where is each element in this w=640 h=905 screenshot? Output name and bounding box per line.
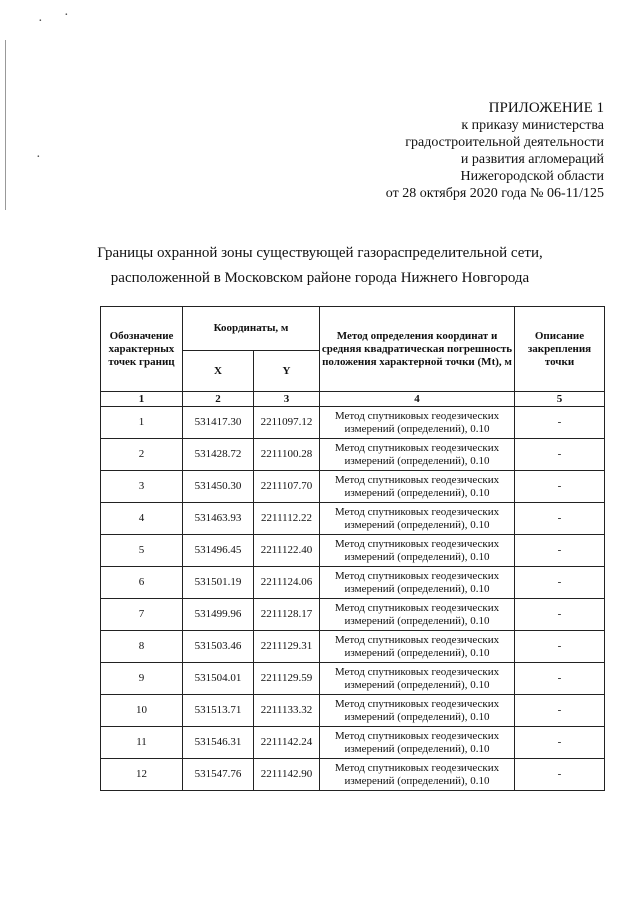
point-number-cell: 1 bbox=[101, 407, 183, 439]
scan-speck: · bbox=[64, 8, 69, 23]
description-cell: - bbox=[515, 503, 605, 535]
method-line-1: Метод спутниковых геодезических bbox=[334, 697, 500, 710]
point-number-cell: 5 bbox=[101, 535, 183, 567]
point-number-cell: 10 bbox=[101, 695, 183, 727]
column-number: 4 bbox=[320, 392, 515, 407]
description-cell: - bbox=[515, 471, 605, 503]
description-cell: - bbox=[515, 759, 605, 791]
method-line-2: измерений (определений), 0.10 bbox=[344, 550, 490, 563]
method-cell bbox=[320, 407, 515, 439]
method-line-1: Метод спутниковых геодезических bbox=[334, 409, 500, 422]
appendix-line: к приказу министерства bbox=[461, 118, 604, 133]
y-coordinate-cell: 2211112.22 bbox=[254, 503, 320, 535]
coordinates-table bbox=[100, 306, 605, 791]
table-row bbox=[101, 727, 605, 759]
appendix-line: Нижегородской области bbox=[460, 169, 604, 184]
point-number-cell: 4 bbox=[101, 503, 183, 535]
y-coordinate-cell: 2211129.59 bbox=[254, 663, 320, 695]
header-y: Y bbox=[254, 351, 320, 392]
appendix-line: градостроительной деятельности bbox=[405, 135, 604, 150]
method-cell bbox=[320, 599, 515, 631]
method-line-1: Метод спутниковых геодезических bbox=[334, 665, 500, 678]
point-number-cell: 11 bbox=[101, 727, 183, 759]
y-coordinate-cell: 2211122.40 bbox=[254, 535, 320, 567]
y-coordinate-cell: 2211129.31 bbox=[254, 631, 320, 663]
column-number: 5 bbox=[515, 392, 605, 407]
y-coordinate-cell: 2211133.32 bbox=[254, 695, 320, 727]
y-coordinate-cell: 2211100.28 bbox=[254, 439, 320, 471]
y-coordinate-cell: 2211097.12 bbox=[254, 407, 320, 439]
y-coordinate-cell: 2211124.06 bbox=[254, 567, 320, 599]
method-line-1: Метод спутниковых геодезических bbox=[334, 537, 500, 550]
method-line-1: Метод спутниковых геодезических bbox=[334, 601, 500, 614]
x-coordinate-cell: 531504.01 bbox=[183, 663, 254, 695]
method-cell bbox=[320, 535, 515, 567]
table-row bbox=[101, 759, 605, 791]
description-cell: - bbox=[515, 631, 605, 663]
method-line-2: измерений (определений), 0.10 bbox=[344, 422, 490, 435]
description-cell: - bbox=[515, 535, 605, 567]
method-cell bbox=[320, 439, 515, 471]
method-cell bbox=[320, 503, 515, 535]
x-coordinate-cell: 531499.96 bbox=[183, 599, 254, 631]
table-row bbox=[101, 695, 605, 727]
method-line-2: измерений (определений), 0.10 bbox=[344, 614, 490, 627]
x-coordinate-cell: 531450.30 bbox=[183, 471, 254, 503]
method-line-2: измерений (определений), 0.10 bbox=[344, 742, 490, 755]
method-cell bbox=[320, 727, 515, 759]
x-coordinate-cell: 531428.72 bbox=[183, 439, 254, 471]
column-number: 2 bbox=[183, 392, 254, 407]
scan-speck: · bbox=[36, 150, 41, 165]
x-coordinate-cell: 531503.46 bbox=[183, 631, 254, 663]
point-number-cell: 12 bbox=[101, 759, 183, 791]
method-line-1: Метод спутниковых геодезических bbox=[334, 441, 500, 454]
method-line-2: измерений (определений), 0.10 bbox=[344, 582, 490, 595]
table-row bbox=[101, 631, 605, 663]
x-coordinate-cell: 531513.71 bbox=[183, 695, 254, 727]
x-coordinate-cell: 531547.76 bbox=[183, 759, 254, 791]
method-line-1: Метод спутниковых геодезических bbox=[334, 569, 500, 582]
header-x: X bbox=[183, 351, 254, 392]
document-title-line-2: расположенной в Московском районе города Нижнего Новгорода bbox=[110, 270, 530, 286]
method-line-1: Метод спутниковых геодезических bbox=[334, 761, 500, 774]
description-cell: - bbox=[515, 567, 605, 599]
scan-speck: · bbox=[38, 14, 43, 29]
method-line-2: измерений (определений), 0.10 bbox=[344, 774, 490, 787]
method-line-1: Метод спутниковых геодезических bbox=[334, 473, 500, 486]
header-description: Описание закрепления точки bbox=[515, 307, 605, 392]
table-row bbox=[101, 471, 605, 503]
method-line-2: измерений (определений), 0.10 bbox=[344, 454, 490, 467]
method-line-2: измерений (определений), 0.10 bbox=[344, 486, 490, 499]
y-coordinate-cell: 2211128.17 bbox=[254, 599, 320, 631]
method-line-2: измерений (определений), 0.10 bbox=[344, 678, 490, 691]
y-coordinate-cell: 2211142.24 bbox=[254, 727, 320, 759]
header-designation: Обозначение характерных точек границ bbox=[101, 307, 183, 392]
method-line-2: измерений (определений), 0.10 bbox=[344, 518, 490, 531]
appendix-block bbox=[304, 100, 604, 202]
method-cell bbox=[320, 663, 515, 695]
header-method: Метод определения координат и средняя квадратическая погрешность положения характерной точки (Mt), м bbox=[320, 307, 515, 392]
method-cell bbox=[320, 759, 515, 791]
point-number-cell: 3 bbox=[101, 471, 183, 503]
y-coordinate-cell: 2211107.70 bbox=[254, 471, 320, 503]
appendix-line: и развития агломераций bbox=[460, 152, 604, 167]
point-number-cell: 8 bbox=[101, 631, 183, 663]
description-cell: - bbox=[515, 663, 605, 695]
method-cell bbox=[320, 695, 515, 727]
table-row bbox=[101, 503, 605, 535]
method-line-1: Метод спутниковых геодезических bbox=[334, 633, 500, 646]
description-cell: - bbox=[515, 727, 605, 759]
point-number-cell: 6 bbox=[101, 567, 183, 599]
method-cell bbox=[320, 567, 515, 599]
method-cell bbox=[320, 631, 515, 663]
appendix-heading: ПРИЛОЖЕНИЕ 1 bbox=[488, 100, 604, 116]
x-coordinate-cell: 531463.93 bbox=[183, 503, 254, 535]
appendix-date-line: от 28 октября 2020 года № 06-11/125 bbox=[385, 186, 604, 201]
header-coordinates: Координаты, м bbox=[183, 307, 320, 351]
description-cell: - bbox=[515, 695, 605, 727]
x-coordinate-cell: 531496.45 bbox=[183, 535, 254, 567]
document-title-line-1: Границы охранной зоны существующей газораспределительной сети, bbox=[97, 245, 543, 261]
point-number-cell: 7 bbox=[101, 599, 183, 631]
point-number-cell: 2 bbox=[101, 439, 183, 471]
method-line-2: измерений (определений), 0.10 bbox=[344, 710, 490, 723]
method-cell bbox=[320, 471, 515, 503]
x-coordinate-cell: 531501.19 bbox=[183, 567, 254, 599]
method-line-2: измерений (определений), 0.10 bbox=[344, 646, 490, 659]
y-coordinate-cell: 2211142.90 bbox=[254, 759, 320, 791]
table-row bbox=[101, 599, 605, 631]
scan-edge-line bbox=[5, 40, 6, 210]
x-coordinate-cell: 531417.30 bbox=[183, 407, 254, 439]
table-row bbox=[101, 663, 605, 695]
column-number: 1 bbox=[101, 392, 183, 407]
description-cell: - bbox=[515, 407, 605, 439]
method-line-1: Метод спутниковых геодезических bbox=[334, 729, 500, 742]
description-cell: - bbox=[515, 439, 605, 471]
table-row bbox=[101, 535, 605, 567]
point-number-cell: 9 bbox=[101, 663, 183, 695]
table-row bbox=[101, 439, 605, 471]
column-number: 3 bbox=[254, 392, 320, 407]
description-cell: - bbox=[515, 599, 605, 631]
table-row bbox=[101, 407, 605, 439]
x-coordinate-cell: 531546.31 bbox=[183, 727, 254, 759]
method-line-1: Метод спутниковых геодезических bbox=[334, 505, 500, 518]
table-row bbox=[101, 567, 605, 599]
